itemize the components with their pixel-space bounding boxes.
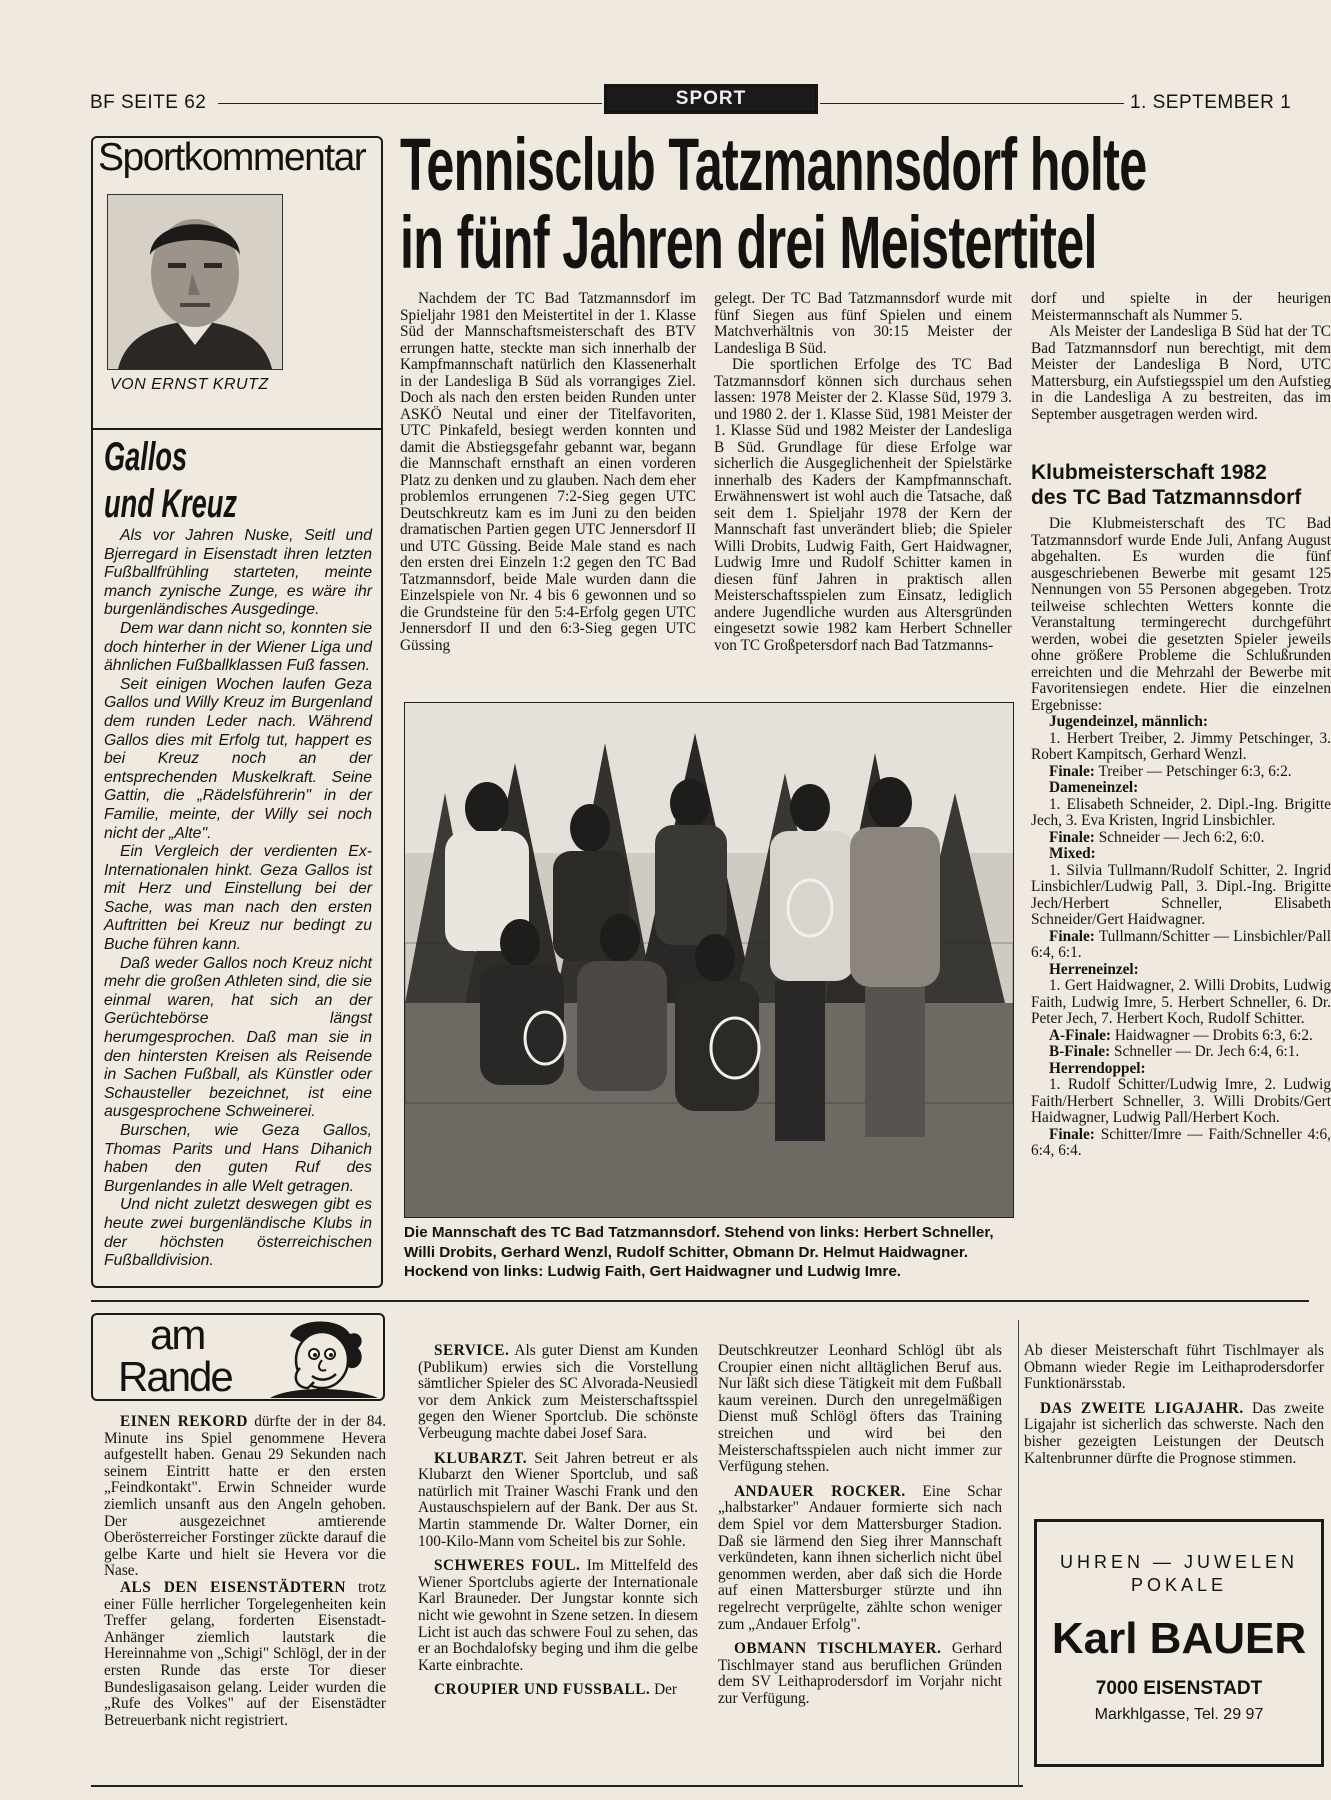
kommentar-paragraph: Dem war dann nicht so, konnten sie doch hinterher in der Wiener Liga und ähnlichen Fußballklassen Fuß fassen.: [104, 619, 372, 675]
am-rande-text: Deutschkreutzer Leonhard Schlögl übt als Croupier einen nicht alltäglichen Beruf aus. Nur läßt sich diese Tätigkeit mit dem Fußball kaum vereinen. Durch den unregelmäßigen Dienst muß Schlögl öfters das Training streichen und wird bei den Meisterschaftsspielen auch nicht immer zur Verfügung stehen.: [718, 1342, 1002, 1476]
result-final: Schitter/Imre — Faith/Schneller 4:6, 6:4, 6:4.: [1031, 1125, 1331, 1159]
article-paragraph: Nachdem der TC Bad Tatzmannsdorf im Spieljahr 1981 den Meistertitel in der 1. Klasse Süd der Mannschaftsmeisterschaft des BTV errungen hatte, steckte man sich innerhalb der Kampfmannschaft natürlich den Klassenerhalt in der Landesliga B Süd als vorrangiges Ziel. Doch als nach den ersten beiden Runden unter ASKÖ Neutal und einer der Titelfavoriten, UTC Pinkafeld, besiegt werden konnten und damit die Abstiegsgefahr gebannt war, begann die Mannschaft ernsthaft an einen vorderen Platz zu denken und zu glauben. Nach dem eher problemlos errungenen 7:2-Sieg gegen UTC Deutschkreutz kam es im Juni zu den beiden dramatischen Partien gegen UTC Jennersdorf II und UTC Güssing. Beide Male stand es nach den ersten drei Einzeln 1:2 gegen den TC Bad Tatzmannsdorf, beide Male wurden dann die Einzelspiele von Nr. 4 bis 6 gewonnen und so die Grundsteine für den 5:4-Erfolg gegen UTC Jennersdorf II und den 6:3-Sieg gegen UTC Güssing: [400, 290, 696, 654]
bottom-rule: [91, 1785, 1023, 1787]
kommentar-paragraph: Als vor Jahren Nuske, Seitl und Bjerregard in Eisenstadt ihren letzten Fußballfrühling starteten, meinte manch zynische Zunge, es wäre ihr burgenländisches Ausgedinge.: [104, 527, 372, 619]
result-final-label: Finale:: [1049, 1125, 1095, 1143]
am-rande-text: Ab dieser Meisterschaft führt Tischlmayer als Obmann wieder Regie im Leithaprodersdorfer Funktionärsstab.: [1024, 1342, 1324, 1393]
ad-city: 7000 EISENSTADT: [1095, 1678, 1263, 1699]
result-category: Dameneinzel:: [1049, 779, 1139, 796]
am-rande-keyword: OBMANN TISCHLMAYER.: [734, 1640, 942, 1658]
am-rande-text: Eine Schar „halbstarker" Andauer formierte sich nach dem Spiel vor dem Mattersburger Stadion. Daß sie lärmend den Sieg ihrer Mannschaft verkündeten, kann ihnen sicherlich nicht übel genommen werden, aber daß sich die Horde auf einen Mattersburger stürzte und ihn regelrecht verprügelte, zählte schon weniger zum „Andauer Erfolg".: [718, 1482, 1003, 1633]
ad-line-1: UHREN — JUWELEN: [1059, 1552, 1298, 1572]
ad-clip: [1030, 1515, 1309, 1771]
am-rande-text: dürfte der in der 84. Minute ins Spiel genommene Hevera aufgestellt haben. Genau 29 Sekunden nach seinem Eintritt hatte er den ersten „Feindkontakt". Erwin Schneider wurde ziemlich unsanft aus den Angeln gehoben. Der ausgezeichnet amtierende Oberösterreicher Forstinger zückte darauf die gelbe Karte und hielt sie Hevera vor die Nase.: [104, 1413, 387, 1580]
article-headline-1: Tennisclub Tatzmannsdorf holte: [400, 123, 1147, 206]
result-final-label: Finale:: [1049, 927, 1095, 945]
am-rande-keyword: SERVICE.: [434, 1342, 510, 1359]
am-rande-keyword: CROUPIER UND FUSSBALL.: [434, 1681, 651, 1699]
klubmeisterschaft-section: [1031, 460, 1331, 1280]
kommentar-paragraph: Ein Vergleich der verdienten Ex-Internationalen hinkt. Geza Gallos ist mit Herz und Einstellung bei der Sache, was man nach den ersten Auftritten bei Kreuz nur bedingt zu Buche führen kann.: [104, 843, 372, 954]
article-paragraph: gelegt. Der TC Bad Tatzmannsdorf wurde mit fünf Siegen aus fünf Spielen und einem Matchverhältnis von 30:15 Meister der Landesliga B Süd.: [714, 290, 1012, 357]
am-rande-column-4: [1024, 1343, 1324, 1467]
kommentar-body: [104, 527, 372, 1271]
issue-date: 1. SEPTEMBER 1: [1130, 92, 1292, 113]
article-headline-2: in fünf Jahren drei Meistertitel: [400, 201, 1097, 284]
author-portrait: [107, 194, 283, 370]
am-rande-text: trotz einer Fülle herrlicher Torgelegenheiten kein Treffer gelang, forderten Eisenstadt-Anhänger ziemlich lautstark die Hereinnahme von „Schigi" Schlögl, der in der ersten Runde das erste Tor dieser Bundesligasaison gelang. Leider wurden die „Rufe des Volkes" auf der Eisenstädter Betreuerbank nicht registriert.: [104, 1578, 386, 1729]
kommentar-paragraph: Burschen, wie Geza Gallos, Thomas Parits und Hans Dihanich haben den guten Ruf des Burgenlandes in alle Welt getragen.: [104, 1122, 372, 1195]
ad-name: Karl BAUER: [1051, 1614, 1307, 1663]
cartoon-face-icon: [270, 1316, 378, 1398]
am-rande-column-1: [104, 1414, 386, 1729]
photo-caption: Die Mannschaft des TC Bad Tatzmannsdorf. Stehend von links: Herbert Schneller, Willi Drobits, Gerhard Wenzl, Rudolf Schitter, Obmann Dr. Helmut Haidwagner. Hockend von links: Ludwig Faith, Gert Haidwagner und Ludwig Imre.: [404, 1224, 994, 1280]
page-label: BF SEITE 62: [90, 92, 207, 113]
result-category: Jugendeinzel, männlich:: [1049, 713, 1208, 730]
klubmeisterschaft-title-1: Klubmeisterschaft 1982: [1031, 461, 1267, 484]
am-rande-title-2: Rande: [118, 1353, 232, 1400]
section-label: SPORT: [604, 84, 818, 114]
result-final-label: Finale:: [1049, 828, 1095, 846]
article-column-1: [400, 291, 696, 654]
kommentar-byline: VON ERNST KRUTZ: [110, 376, 269, 393]
am-rande-text: Als guter Dienst am Kunden (Publikum) erwies sich die Vorstellung sämtlicher Spieler des SC Alvorada-Neusiedl vor dem Ankick zum Meisterschaftsspiel gegen den Wiener Sportclub. Die schönste Verbeugung machte dabei Josef Sara.: [418, 1342, 698, 1442]
header-rule-left: [218, 103, 602, 104]
am-rande-keyword: ANDAUER ROCKER.: [734, 1482, 906, 1500]
header-rule-right: [820, 103, 1124, 104]
result-final: Schneider — Jech 6:2, 6:0.: [1098, 828, 1265, 846]
result-category: Herreneinzel:: [1049, 960, 1139, 978]
am-rande-column-4-clip: [1024, 1342, 1324, 1513]
kommentar-paragraph: Und nicht zuletzt deswegen gibt es heute zwei burgenländische Klubs in der höchsten österreichischen Fußballdivision.: [104, 1196, 372, 1270]
am-rande-keyword: DAS ZWEITE LIGAJAHR.: [1040, 1399, 1244, 1417]
am-rande-keyword: KLUBARZT.: [434, 1449, 528, 1467]
result-text: 1. Elisabeth Schneider, 2. Dipl.-Ing. Brigitte Jech, 3. Eva Kristen, Ingrid Linsbichler.: [1031, 795, 1331, 829]
kommentar-paragraph: Daß weder Gallos noch Kreuz nicht mehr die großen Athleten sind, die sie einmal waren, hat sich an der Gerüchtebörse längst herumgesprochen. Daß man sie in den hintersten Kreisen als Reisende in Sachen Fußball, als Künstler oder Schausteller bezeichnet, ist eine ausgesprochene Schweinerei.: [104, 954, 372, 1121]
result-text: 1. Herbert Treiber, 2. Jimmy Petschinger, 3. Robert Kampitsch, Gerhard Wenzl.: [1031, 729, 1331, 763]
result-final: Haidwagner — Drobits 6:3, 6:2.: [1114, 1026, 1313, 1044]
result-text: 1. Gert Haidwagner, 2. Willi Drobits, Ludwig Faith, Ludwig Imre, 5. Herbert Schneller, 6. Dr. Peter Jech, 7. Herbert Koch, Rudolf Schitter.: [1031, 977, 1331, 1027]
am-rande-column-2: [418, 1343, 698, 1699]
am-rande-keyword: ALS DEN EISENSTÄDTERN: [120, 1578, 346, 1596]
headline-clip: [400, 123, 1309, 288]
result-text: 1. Rudolf Schitter/Ludwig Imre, 2. Ludwig Faith/Herbert Schneller, 3. Willi Drobits/Gert Haidwagner, Ludwig Pall/Herbert Koch.: [1031, 1076, 1331, 1126]
article-paragraph: dorf und spielte in der heurigen Meistermannschaft als Nummer 5.: [1031, 290, 1331, 324]
result-final: Schneller — Dr. Jech 6:4, 6:1.: [1114, 1043, 1300, 1060]
article-paragraph: Die sportlichen Erfolge des TC Bad Tatzmannsdorf können sich durchaus sehen lassen: 1978 Meister der 2. Klasse Süd, 1979 3. und 1980 2. der 1. Klasse Süd, 1981 Meister der 1. Klasse Süd und 1982 Meister der Landesliga B Süd. Grundlage für diese Erfolge war sicherlich die Ausgeglichenheit der Spielstärke innerhalb des Kaders der Kampfmannschaft. Erwähnenswert ist wohl auch die Tatsache, daß seit dem 1. Spieljahr 1978 der Kern der Mannschaft fast unverändert blieb; die Spieler Willi Drobits, Ludwig Faith, Gert Haidwagner, Ludwig Imre und Rudolf Schitter kamen in diesen fünf Jahren in praktisch allen Meisterschaftsspielen zum Einsatz, lediglich andere Jugendliche wurden aus Altersgründen eingesetzt sowie 1982 kam Herbert Schneller von TC Großpetersdorf nach Bad Tatzmanns-: [714, 356, 1012, 654]
am-rande-text: Seit Jahren betreut er als Klubarzt den Wiener Sportclub, und saß natürlich mit Trainer Waschi Frank und den Austauschspielern auf der Bank. Der aus St. Martin stammende Dr. Walter Dorner, ein 100-Kilo-Mann vom Scheitel bis zur Sohle.: [418, 1449, 698, 1550]
team-photo: [404, 702, 1014, 1218]
section-separator: [91, 1300, 1309, 1302]
results-block: [1031, 516, 1331, 1160]
am-rande-text: Das zweite Ligajahr ist sicherlich das schwerste. Nach den bisher gezeigten Leistungen der Deutsch Kaltenbrunner dürfte die Prognose stimmen.: [1024, 1399, 1324, 1467]
am-rande-keyword: EINEN REKORD: [120, 1413, 248, 1430]
result-final: Tullmann/Schitter — Linsbichler/Pall 6:4, 6:1.: [1031, 927, 1331, 961]
am-rande-text: Gerhard Tischlmayer stand aus beruflichen Gründen dem SV Leithaprodersdorf im Vorjahr nicht zur Verfügung.: [718, 1640, 1002, 1707]
result-final-label: Finale:: [1049, 762, 1095, 780]
team-photo-image: [405, 703, 1013, 1217]
article-column-2: [714, 291, 1012, 654]
kommentar-divider: [92, 428, 382, 430]
kommentar-title: Sportkommentar: [98, 136, 366, 179]
am-rande-text: Im Mittelfeld des Wiener Sportclubs agierte der Internationale Karl Brauneder. Der Jungstar konnte sich nicht wie gewohnt in Szene setzen. In diesem Licht ist auch das schwere Foul zu sehen, das er an Bochdalofsky beging und ihm die gelbe Karte einbrachte.: [418, 1557, 698, 1674]
article-paragraph: Als Meister der Landesliga B Süd hat der TC Bad Tatzmannsdorf nun berechtigt, mit dem Meister der Landesliga B Nord, UTC Mattersburg, ein Aufstiegsspiel um den Aufstieg in die Landesliga A zu bestreiten, das im September ausgetragen werden wird.: [1031, 323, 1331, 423]
article-column-3: [1031, 290, 1331, 441]
am-rande-title-1: am: [150, 1311, 205, 1358]
result-text: 1. Silvia Tullmann/Rudolf Schitter, 2. Ingrid Linsbichler/Ludwig Pall, 3. Dipl.-Ing. Brigitte Jech/Herbert Schneller, Elisabeth Schneider/Gert Haidwagner.: [1031, 861, 1331, 928]
kommentar-headline-2: und Kreuz: [104, 482, 237, 526]
result-category: Mixed:: [1049, 845, 1096, 862]
kommentar-paragraph: Seit einigen Wochen laufen Geza Gallos und Willy Kreuz im Burgenland dem runden Leder nach. Während Gallos dies mit Erfolg tut, happert es bei Kreuz noch an der entsprechenden Muskelkraft. Seine Gattin, die „Rädelsführerin" in der Familie, meinte, der Willy sei noch nicht der „Alte".: [104, 675, 372, 842]
result-category: Herrendoppel:: [1049, 1059, 1146, 1077]
am-rande-keyword: SCHWERES FOUL.: [434, 1557, 581, 1575]
am-rande-column-divider: [1018, 1320, 1019, 1786]
result-final: Treiber — Petschinger 6:3, 6:2.: [1098, 762, 1292, 780]
result-final-label: A-Finale:: [1049, 1026, 1112, 1044]
ad-line-2: POKALE: [1130, 1575, 1228, 1595]
portrait-image: [108, 195, 282, 369]
am-rande-column-3: [718, 1343, 1002, 1707]
klubmeisterschaft-intro: Die Klubmeisterschaft des TC Bad Tatzmannsdorf wurde Ende Juli, Anfang August abgehalten. Es wurden die fünf ausgeschriebenen Bewerbe mit gesamt 125 Nennungen von 55 Personen abgegeben. Trotz teilweise schlechten Wetters konnte die Veranstaltung termingerecht durchgeführt werden, wobei die gesetzten Spieler jeweils ohne größere Probleme die Schlußrunden erreichten und die Mehrzahl der Bewerbe mit Favoritensiegen endete. Hier die einzelnen Ergebnisse:: [1031, 515, 1331, 714]
jeweller-ad: [1034, 1519, 1324, 1767]
result-final-label: B-Finale:: [1049, 1043, 1111, 1060]
klubmeisterschaft-title-2: des TC Bad Tatzmannsdorf: [1031, 486, 1302, 509]
ad-address: Markhlgasse, Tel. 29 97: [1094, 1706, 1264, 1723]
am-rande-text: Der: [654, 1681, 678, 1699]
kommentar-headline-1: Gallos: [104, 435, 188, 479]
